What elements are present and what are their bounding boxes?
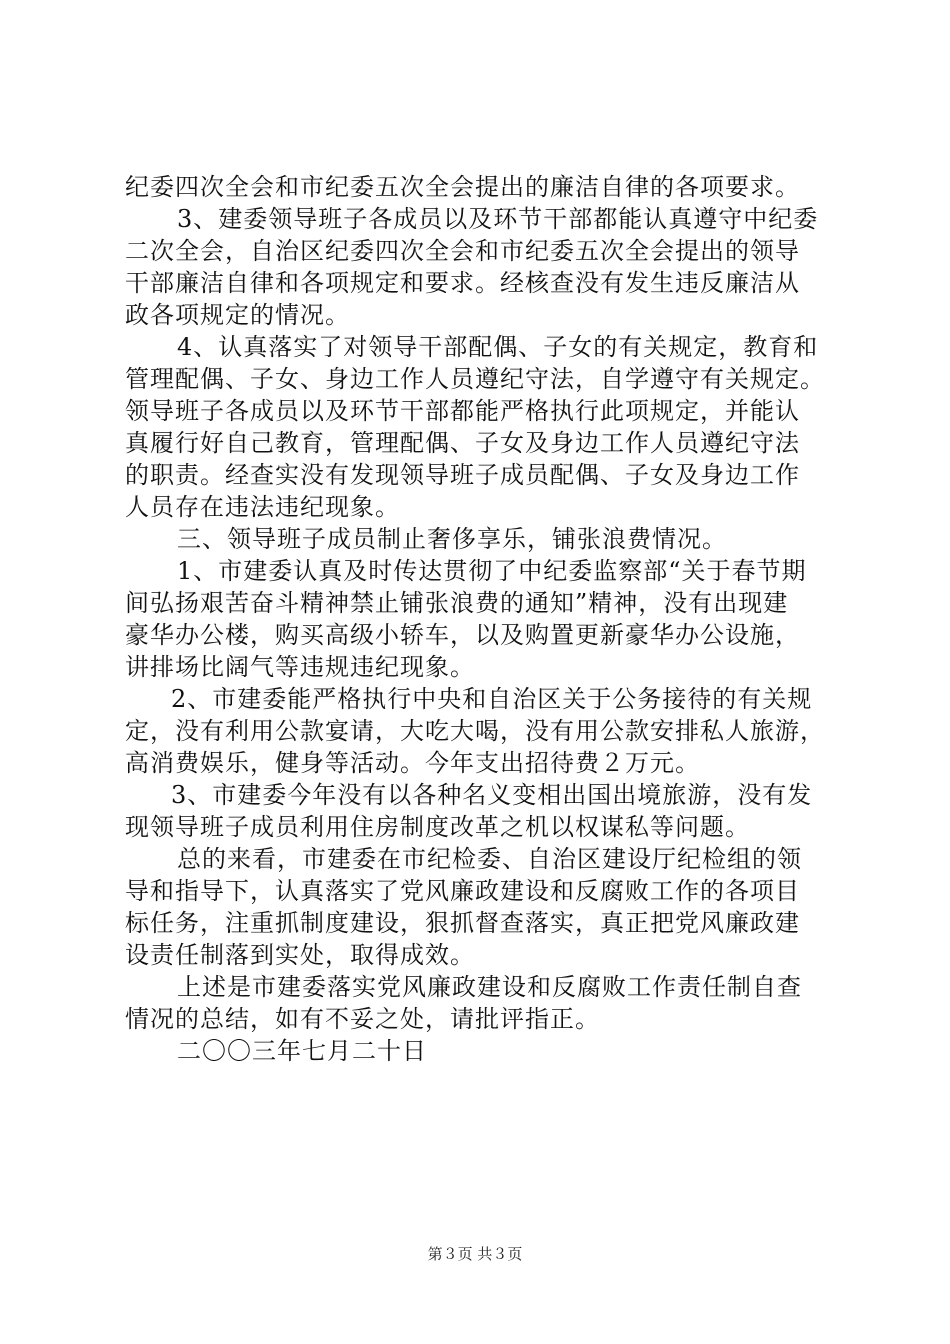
text-line: 1、市建委认真及时传达贯彻了中纪委监察部“关于春节期 [177,557,807,585]
document-date: 二〇〇三年七月二十日 [177,1037,427,1065]
text-line: 总的来看，市建委在市纪检委、自治区建设厅纪检组的领 [177,845,802,873]
text-line: 二次全会，自治区纪委四次全会和市纪委五次全会提出的领导 [125,237,800,265]
text-line: 高消费娱乐，健身等活动。今年支出招待费２万元。 [125,749,700,777]
text-line: 人员存在违法违纪现象。 [125,493,400,521]
text-line: 的职责。经查实没有发现领导班子成员配偶、子女及身边工作 [125,461,800,489]
text-line: 3、市建委今年没有以各种名义变相出国出境旅游，没有发 [171,781,813,809]
text-line: 情况的总结，如有不妥之处，请批评指正。 [125,1005,600,1033]
text-line: 上述是市建委落实党风廉政建设和反腐败工作责任制自查 [177,973,802,1001]
text-line: 政各项规定的情况。 [125,301,350,329]
text-line: 豪华办公楼，购买高级小轿车，以及购置更新豪华办公设施， [125,621,800,649]
text-line: 间弘扬艰苦奋斗精神禁止铺张浪费的通知”精神，没有出现建 [125,589,789,617]
document-body [125,171,835,1067]
text-line: 标任务，注重抓制度建设，狠抓督查落实，真正把党风廉政建 [125,909,800,937]
text-line: 纪委四次全会和市纪委五次全会提出的廉洁自律的各项要求。 [125,173,800,201]
text-line: 设责任制落到实处，取得成效。 [125,941,475,969]
text-line: 4、认真落实了对领导干部配偶、子女的有关规定，教育和 [177,333,819,361]
text-line: 干部廉洁自律和各项规定和要求。经核查没有发生违反廉洁从 [125,269,800,297]
text-line: 讲排场比阔气等违规违纪现象。 [125,653,475,681]
text-line: 现领导班子成员利用住房制度改革之机以权谋私等问题。 [125,813,750,841]
text-line: 2、市建委能严格执行中央和自治区关于公务接待的有关规 [171,685,813,713]
section-heading: 三、领导班子成员制止奢侈享乐，铺张浪费情况。 [177,525,727,553]
text-line: 导和指导下，认真落实了党风廉政建设和反腐败工作的各项目 [125,877,800,905]
text-line: 真履行好自己教育，管理配偶、子女及身边工作人员遵纪守法 [125,429,800,457]
page-footer: 第３页 共３页 [427,1245,523,1263]
text-line: 管理配偶、子女、身边工作人员遵纪守法，自学遵守有关规定。 [125,365,825,393]
text-line: 定，没有利用公款宴请，大吃大喝，没有用公款安排私人旅游， [125,717,825,745]
text-line: 领导班子各成员以及环节干部都能严格执行此项规定，并能认 [125,397,800,425]
text-line: 3、建委领导班子各成员以及环节干部都能认真遵守中纪委 [177,205,819,233]
